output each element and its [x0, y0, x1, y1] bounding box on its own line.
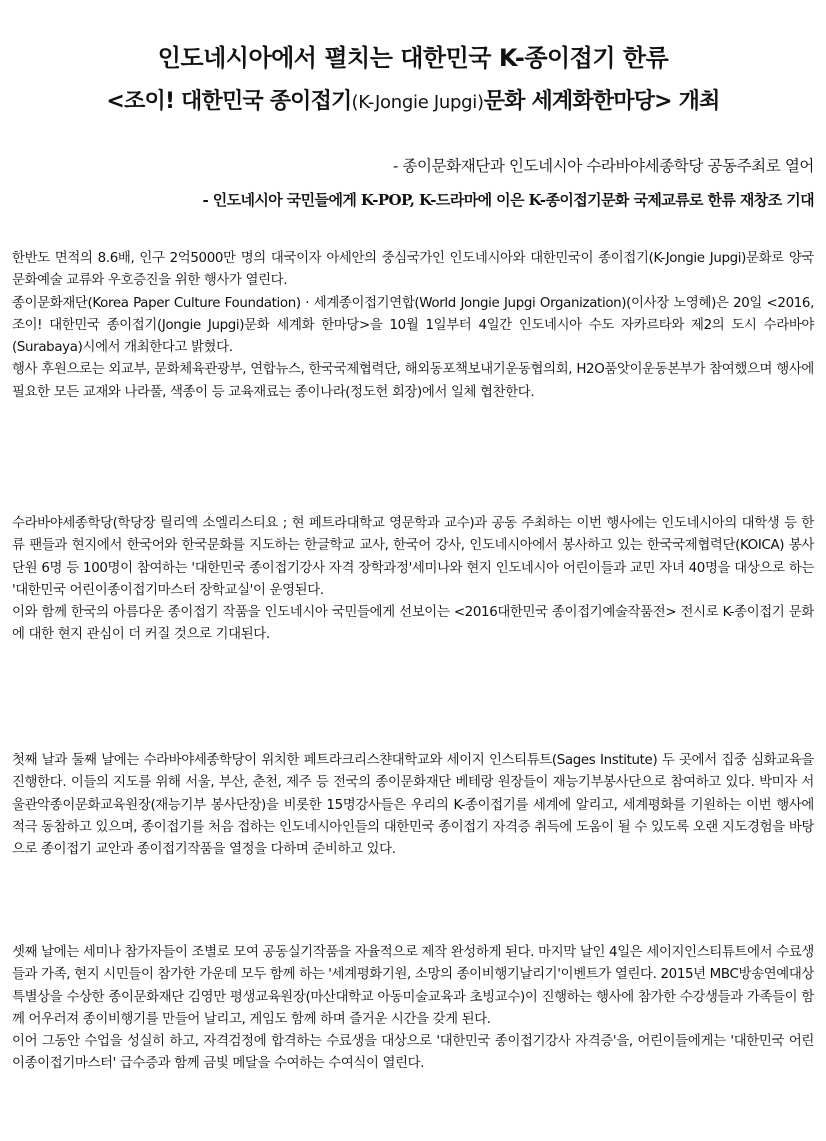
paragraph: 수라바야세종학당(학당장 릴리엑 소엘리스티요 ; 현 페트라대학교 영문학과 교수)과 공동 주최하는 이번 행사에는 인도네시아의 대학생 등 한류 팬들과 현지에서 한국어와 한국문화를 지도하는 한글학교 교사, 한국어 강사, 인도네시아에서 봉사하고 있는 한국국제협력단(KOICA) 봉사단원 6명 등 100명이 참여하는 '대한민국 종이접기강사 자격 장학과정'세미나와 현지 인도네시아 어린이들과 교민 자녀 40명을 대상으로 하는 '대한민국 어린이종이접기마스터 장학교실'이 운영된다.: [12, 516, 814, 598]
body-block-3: [12, 750, 814, 861]
subtitle-1: - 종이문화재단과 인도네시아 수라바야세종학당 공동주최로 열어: [393, 157, 814, 175]
paragraph: 한반도 면적의 8.6배, 인구 2억5000만 명의 대국이자 아세안의 중심국가인 인도네시아와 대한민국이 종이접기(K-Jongie Jupgi)문화로 양국 문화예술 교류와 우호증진을 위한 행사가 열린다.: [12, 251, 814, 289]
paragraph: 셋째 날에는 세미나 참가자들이 조별로 모여 공동실기작품을 자율적으로 제작 완성하게 된다. 마지막 날인 4일은 세이지인스티튜트에서 수료생들과 가족, 현지 시민들이 참가한 가운데 모두 함께 하는 '세계평화기원, 소망의 종이비행기날리기'이벤트가 열린다. 2015년 MBC방송연예대상 특별상을 수상한 종이문화재단 김영만 평생교육원장(마산대학교 아동미술교육과 초빙교수)이 진행하는 행사에 참가한 수강생들과 가족들이 함께 어우러져 종이비행기를 만들어 날리고, 게임도 함께 하며 즐거운 시간을 갖게 된다.: [12, 945, 814, 1027]
subheadline-part-2: (K-Jongie Jupgi): [351, 92, 484, 113]
headline: 인도네시아에서 펼치는 대한민국 K-종이접기 한류: [157, 44, 669, 72]
body-block-4: [12, 942, 814, 1076]
subheadline-part-3: 문화 세계화한마당> 개최: [483, 89, 720, 114]
subheadline-part-1: <조이! 대한민국 종이접기: [106, 89, 352, 114]
paragraph: 이어 그동안 수업을 성실히 하고, 자격검정에 합격하는 수료생을 대상으로 '대한민국 종이접기강사 자격증'을, 어린이들에게는 '대한민국 어린이종이접기마스터' 급수증과 함께 금빛 메달을 수여하는 수여식이 열린다.: [12, 1034, 814, 1072]
body-block-2: [12, 513, 814, 647]
paragraph: 첫째 날과 둘째 날에는 수라바야세종학당이 위치한 페트라크리스챤대학교와 세이지 인스티튜트(Sages Institute) 두 곳에서 집중 심화교육을 진행한다. 이들의 지도를 위해 서울, 부산, 춘천, 제주 등 전국의 종이문화재단 베테랑 원장들이 재능기부봉사단으로 참여하고 있다. 박미자 서울관악종이문화교육원장(재능기부 봉사단장)을 비롯한 15명강사들은 우리의 K-종이접기를 세계에 알리고, 세계평화를 기원하는 이번 행사에 적극 동참하고 있으며, 종이접기를 처음 접하는 인도네시아인들의 대한민국 종이접기 자격증 취득에 도움이 될 수 있도록 오랜 지도경험을 바탕으로 종이접기 교안과 종이접기작품을 열정을 다하며 준비하고 있다.: [12, 753, 814, 858]
paragraph: 이와 함께 한국의 아름다운 종이접기 작품을 인도네시아 국민들에게 선보이는 <2016대한민국 종이접기예술작품전> 전시로 K-종이접기 문화에 대한 현지 관심이 더 커질 것으로 기대된다.: [12, 605, 814, 643]
subheadline: [0, 84, 826, 115]
subtitle-2: - 인도네시아 국민들에게 K-POP, K-드라마에 이은 K-종이접기문화 국제교류로 한류 재창조 기대: [202, 191, 814, 209]
paragraph: 종이문화재단(Korea Paper Culture Foundation) · 세계종이접기연합(World Jongie Jupgi Organization)(이사장 노영혜)은 20일 <2016, 조이! 대한민국 종이접기(Jongie Jupgi)문화 세계화 한마당>을 10월 1일부터 4일간 인도네시아 수도 자카르타와 제2의 도시 수라바야(Surabaya)시에서 개최한다고 밝혔다.: [12, 295, 814, 356]
paragraph: 행사 후원으로는 외교부, 문화체육관광부, 연합뉴스, 한국국제협력단, 해외동포책보내기운동협의회, H2O품앗이운동본부가 참여했으며 행사에 필요한 모든 교재와 나라풀, 색종이 등 교육재료는 종이나라(정도헌 회장)에서 일체 협찬한다.: [12, 362, 814, 400]
body-block-1: [12, 248, 814, 404]
